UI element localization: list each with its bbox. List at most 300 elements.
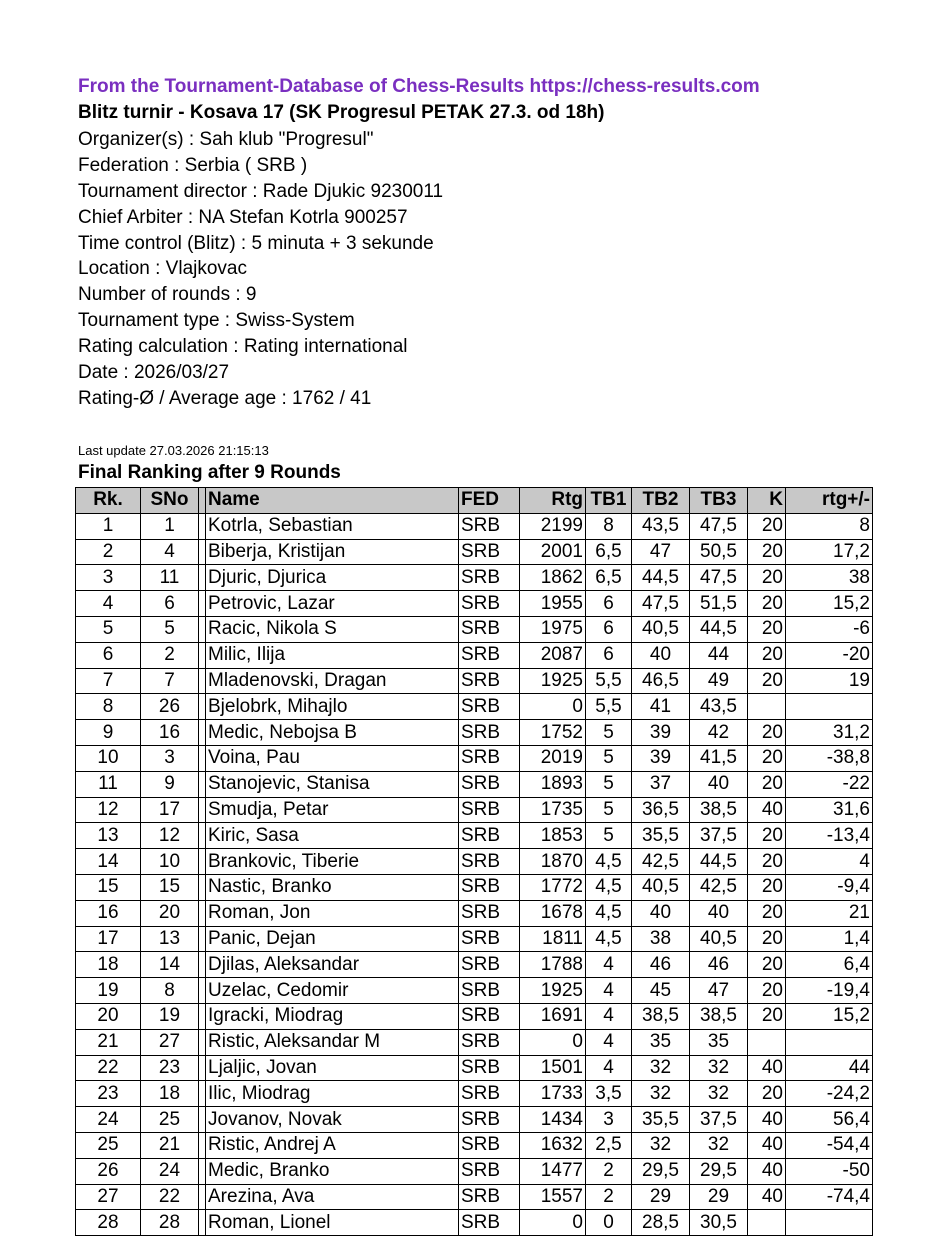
tb1-cell: 0 <box>586 1210 632 1236</box>
spacer-cell <box>199 565 206 591</box>
k-cell: 20 <box>748 591 786 617</box>
table-row <box>76 1003 873 1029</box>
k-cell: 20 <box>748 539 786 565</box>
name-cell: Jovanov, Novak <box>206 1107 459 1133</box>
tb3-cell: 47,5 <box>690 513 748 539</box>
rank-cell: 12 <box>76 797 141 823</box>
table-row <box>76 616 873 642</box>
rank-cell: 3 <box>76 565 141 591</box>
table-header-row <box>76 488 873 514</box>
tb3-cell: 50,5 <box>690 539 748 565</box>
k-cell <box>748 1029 786 1055</box>
spacer-cell <box>199 1132 206 1158</box>
tb2-cell: 35,5 <box>632 1107 690 1133</box>
source-link[interactable]: From the Tournament-Database of Chess-Results https://chess-results.com <box>78 76 760 97</box>
sno-cell: 11 <box>141 565 199 591</box>
rtg-change-cell <box>786 1210 873 1236</box>
table-row <box>76 874 873 900</box>
name-cell: Djilas, Aleksandar <box>206 952 459 978</box>
rtg-cell: 1853 <box>520 823 586 849</box>
rtg-cell: 1862 <box>520 565 586 591</box>
spacer-cell <box>199 874 206 900</box>
fed-cell: SRB <box>459 513 520 539</box>
col-rank: Rk. <box>76 488 141 514</box>
k-cell: 20 <box>748 668 786 694</box>
k-cell: 20 <box>748 642 786 668</box>
table-row <box>76 797 873 823</box>
tb1-cell: 8 <box>586 513 632 539</box>
tb3-cell: 37,5 <box>690 1107 748 1133</box>
sno-cell: 3 <box>141 745 199 771</box>
tb3-cell: 35 <box>690 1029 748 1055</box>
tb1-cell: 2 <box>586 1184 632 1210</box>
rank-cell: 7 <box>76 668 141 694</box>
tb1-cell: 5,5 <box>586 694 632 720</box>
table-row <box>76 539 873 565</box>
rtg-cell: 1811 <box>520 926 586 952</box>
tb1-cell: 3 <box>586 1107 632 1133</box>
tb1-cell: 6 <box>586 616 632 642</box>
rtg-change-cell <box>786 1029 873 1055</box>
rtg-change-cell: 8 <box>786 513 873 539</box>
sno-cell: 17 <box>141 797 199 823</box>
fed-cell: SRB <box>459 1081 520 1107</box>
k-cell: 20 <box>748 616 786 642</box>
rtg-change-cell: 17,2 <box>786 539 873 565</box>
info-line: Date : 2026/03/27 <box>78 362 230 384</box>
spacer-cell <box>199 797 206 823</box>
spacer-cell <box>199 591 206 617</box>
name-cell: Stanojevic, Stanisa <box>206 771 459 797</box>
table-row <box>76 1107 873 1133</box>
rtg-cell: 1678 <box>520 900 586 926</box>
name-cell: Ristic, Andrej A <box>206 1132 459 1158</box>
tb3-cell: 32 <box>690 1132 748 1158</box>
rtg-change-cell: -50 <box>786 1158 873 1184</box>
rtg-cell: 1788 <box>520 952 586 978</box>
rtg-cell: 2019 <box>520 745 586 771</box>
tb1-cell: 4,5 <box>586 849 632 875</box>
rtg-change-cell: -24,2 <box>786 1081 873 1107</box>
table-row <box>76 1029 873 1055</box>
k-cell: 20 <box>748 952 786 978</box>
fed-cell: SRB <box>459 1003 520 1029</box>
rtg-cell: 1925 <box>520 668 586 694</box>
tournament-info <box>78 127 443 412</box>
sno-cell: 19 <box>141 1003 199 1029</box>
tb2-cell: 37 <box>632 771 690 797</box>
info-line: Rating calculation : Rating international <box>78 336 408 358</box>
table-row <box>76 720 873 746</box>
spacer-cell <box>199 642 206 668</box>
sno-cell: 28 <box>141 1210 199 1236</box>
rtg-change-cell: 21 <box>786 900 873 926</box>
k-cell: 40 <box>748 1132 786 1158</box>
fed-cell: SRB <box>459 642 520 668</box>
table-row <box>76 565 873 591</box>
table-row <box>76 1081 873 1107</box>
tb1-cell: 5 <box>586 720 632 746</box>
tb3-cell: 49 <box>690 668 748 694</box>
tb2-cell: 42,5 <box>632 849 690 875</box>
rank-cell: 15 <box>76 874 141 900</box>
info-line: Chief Arbiter : NA Stefan Kotrla 900257 <box>78 206 408 228</box>
name-cell: Petrovic, Lazar <box>206 591 459 617</box>
rtg-change-cell: -6 <box>786 616 873 642</box>
tb2-cell: 40 <box>632 642 690 668</box>
tb3-cell: 43,5 <box>690 694 748 720</box>
rank-cell: 2 <box>76 539 141 565</box>
k-cell: 40 <box>748 797 786 823</box>
spacer-cell <box>199 926 206 952</box>
tb1-cell: 6 <box>586 642 632 668</box>
spacer-cell <box>199 720 206 746</box>
tb3-cell: 38,5 <box>690 1003 748 1029</box>
spacer-cell <box>199 668 206 694</box>
k-cell: 20 <box>748 1081 786 1107</box>
fed-cell: SRB <box>459 849 520 875</box>
rtg-change-cell: -38,8 <box>786 745 873 771</box>
tb1-cell: 5 <box>586 797 632 823</box>
rtg-cell: 1893 <box>520 771 586 797</box>
spacer-cell <box>199 1210 206 1236</box>
table-row <box>76 694 873 720</box>
name-cell: Smudja, Petar <box>206 797 459 823</box>
sno-cell: 14 <box>141 952 199 978</box>
sno-cell: 21 <box>141 1132 199 1158</box>
col-rtg: Rtg <box>520 488 586 514</box>
tb1-cell: 6 <box>586 591 632 617</box>
tb3-cell: 44 <box>690 642 748 668</box>
col-fed: FED <box>459 488 520 514</box>
tb2-cell: 43,5 <box>632 513 690 539</box>
k-cell: 20 <box>748 926 786 952</box>
info-line: Tournament director : Rade Djukic 9230011 <box>78 180 444 202</box>
rtg-cell: 1752 <box>520 720 586 746</box>
info-line: Tournament type : Swiss-System <box>78 310 355 332</box>
rank-cell: 6 <box>76 642 141 668</box>
table-row <box>76 771 873 797</box>
rank-cell: 14 <box>76 849 141 875</box>
tb1-cell: 3,5 <box>586 1081 632 1107</box>
rtg-change-cell: -19,4 <box>786 978 873 1004</box>
name-cell: Ilic, Miodrag <box>206 1081 459 1107</box>
rank-cell: 1 <box>76 513 141 539</box>
tb1-cell: 4 <box>586 978 632 1004</box>
rank-cell: 28 <box>76 1210 141 1236</box>
table-row <box>76 642 873 668</box>
tb3-cell: 40 <box>690 900 748 926</box>
spacer-cell <box>199 694 206 720</box>
spacer-cell <box>199 1081 206 1107</box>
rtg-change-cell <box>786 694 873 720</box>
table-row <box>76 591 873 617</box>
fed-cell: SRB <box>459 1210 520 1236</box>
tb1-cell: 4 <box>586 1029 632 1055</box>
col-sno: SNo <box>141 488 199 514</box>
tb2-cell: 32 <box>632 1081 690 1107</box>
rank-cell: 22 <box>76 1055 141 1081</box>
tb2-cell: 46,5 <box>632 668 690 694</box>
rtg-cell: 1501 <box>520 1055 586 1081</box>
info-line: Location : Vlajkovac <box>78 258 247 280</box>
ranking-table <box>75 487 873 1236</box>
name-cell: Biberja, Kristijan <box>206 539 459 565</box>
spacer-cell <box>199 900 206 926</box>
spacer-cell <box>199 1158 206 1184</box>
tb2-cell: 41 <box>632 694 690 720</box>
fed-cell: SRB <box>459 745 520 771</box>
rtg-cell: 1434 <box>520 1107 586 1133</box>
name-cell: Uzelac, Cedomir <box>206 978 459 1004</box>
rtg-cell: 1477 <box>520 1158 586 1184</box>
rtg-change-cell: 19 <box>786 668 873 694</box>
tb3-cell: 51,5 <box>690 591 748 617</box>
rtg-cell: 2199 <box>520 513 586 539</box>
table-row <box>76 1055 873 1081</box>
rtg-change-cell: 44 <box>786 1055 873 1081</box>
rtg-cell: 1955 <box>520 591 586 617</box>
info-line: Number of rounds : 9 <box>78 284 257 306</box>
last-update: Last update 27.03.2026 21:15:13 <box>78 443 269 458</box>
fed-cell: SRB <box>459 694 520 720</box>
sno-cell: 26 <box>141 694 199 720</box>
rank-cell: 19 <box>76 978 141 1004</box>
info-line: Federation : Serbia ( SRB ) <box>78 154 308 176</box>
table-row <box>76 900 873 926</box>
name-cell: Ljaljic, Jovan <box>206 1055 459 1081</box>
tb2-cell: 46 <box>632 952 690 978</box>
table-row <box>76 1158 873 1184</box>
fed-cell: SRB <box>459 874 520 900</box>
tb3-cell: 29,5 <box>690 1158 748 1184</box>
tb3-cell: 40 <box>690 771 748 797</box>
fed-cell: SRB <box>459 771 520 797</box>
tb2-cell: 39 <box>632 720 690 746</box>
table-row <box>76 1184 873 1210</box>
fed-cell: SRB <box>459 1184 520 1210</box>
sno-cell: 10 <box>141 849 199 875</box>
k-cell <box>748 1210 786 1236</box>
fed-cell: SRB <box>459 900 520 926</box>
sno-cell: 15 <box>141 874 199 900</box>
tb2-cell: 44,5 <box>632 565 690 591</box>
sno-cell: 20 <box>141 900 199 926</box>
sno-cell: 13 <box>141 926 199 952</box>
col-name: Name <box>206 488 459 514</box>
rtg-cell: 1733 <box>520 1081 586 1107</box>
fed-cell: SRB <box>459 797 520 823</box>
k-cell: 20 <box>748 849 786 875</box>
rank-cell: 18 <box>76 952 141 978</box>
sno-cell: 9 <box>141 771 199 797</box>
spacer-cell <box>199 513 206 539</box>
fed-cell: SRB <box>459 823 520 849</box>
fed-cell: SRB <box>459 952 520 978</box>
rtg-cell: 1975 <box>520 616 586 642</box>
fed-cell: SRB <box>459 591 520 617</box>
rank-cell: 11 <box>76 771 141 797</box>
rtg-cell: 1772 <box>520 874 586 900</box>
rank-cell: 24 <box>76 1107 141 1133</box>
tb2-cell: 29 <box>632 1184 690 1210</box>
rtg-cell: 2001 <box>520 539 586 565</box>
spacer-cell <box>199 771 206 797</box>
tb2-cell: 47,5 <box>632 591 690 617</box>
sno-cell: 18 <box>141 1081 199 1107</box>
rtg-change-cell: -20 <box>786 642 873 668</box>
rank-cell: 16 <box>76 900 141 926</box>
rtg-change-cell: 38 <box>786 565 873 591</box>
tb3-cell: 42,5 <box>690 874 748 900</box>
rtg-change-cell: -9,4 <box>786 874 873 900</box>
spacer-cell <box>199 823 206 849</box>
tb3-cell: 41,5 <box>690 745 748 771</box>
name-cell: Mladenovski, Dragan <box>206 668 459 694</box>
tb1-cell: 4,5 <box>586 926 632 952</box>
spacer-cell <box>199 952 206 978</box>
rank-cell: 8 <box>76 694 141 720</box>
rank-cell: 23 <box>76 1081 141 1107</box>
tb3-cell: 44,5 <box>690 616 748 642</box>
tb1-cell: 4 <box>586 1055 632 1081</box>
table-row <box>76 1132 873 1158</box>
name-cell: Voina, Pau <box>206 745 459 771</box>
rtg-cell: 1557 <box>520 1184 586 1210</box>
tb3-cell: 46 <box>690 952 748 978</box>
col-tb2: TB2 <box>632 488 690 514</box>
rtg-cell: 1870 <box>520 849 586 875</box>
k-cell: 40 <box>748 1184 786 1210</box>
tb1-cell: 4 <box>586 952 632 978</box>
rank-cell: 20 <box>76 1003 141 1029</box>
fed-cell: SRB <box>459 668 520 694</box>
col-rtg-change: rtg+/- <box>786 488 873 514</box>
k-cell: 40 <box>748 1055 786 1081</box>
name-cell: Igracki, Miodrag <box>206 1003 459 1029</box>
col-spacer <box>199 488 206 514</box>
sno-cell: 7 <box>141 668 199 694</box>
rank-cell: 17 <box>76 926 141 952</box>
name-cell: Milic, Ilija <box>206 642 459 668</box>
info-line: Organizer(s) : Sah klub "Progresul" <box>78 129 374 150</box>
name-cell: Panic, Dejan <box>206 926 459 952</box>
k-cell <box>748 694 786 720</box>
rtg-cell: 2087 <box>520 642 586 668</box>
tb2-cell: 40,5 <box>632 874 690 900</box>
tb3-cell: 30,5 <box>690 1210 748 1236</box>
tb2-cell: 35 <box>632 1029 690 1055</box>
tb2-cell: 38,5 <box>632 1003 690 1029</box>
tb1-cell: 4,5 <box>586 900 632 926</box>
name-cell: Roman, Lionel <box>206 1210 459 1236</box>
rtg-change-cell: -22 <box>786 771 873 797</box>
rank-cell: 26 <box>76 1158 141 1184</box>
rtg-cell: 0 <box>520 694 586 720</box>
spacer-cell <box>199 1184 206 1210</box>
table-row <box>76 745 873 771</box>
name-cell: Medic, Branko <box>206 1158 459 1184</box>
tb3-cell: 29 <box>690 1184 748 1210</box>
tb3-cell: 40,5 <box>690 926 748 952</box>
tb3-cell: 32 <box>690 1081 748 1107</box>
name-cell: Medic, Nebojsa B <box>206 720 459 746</box>
name-cell: Brankovic, Tiberie <box>206 849 459 875</box>
spacer-cell <box>199 539 206 565</box>
tb1-cell: 5 <box>586 771 632 797</box>
sno-cell: 24 <box>141 1158 199 1184</box>
name-cell: Racic, Nikola S <box>206 616 459 642</box>
rank-cell: 5 <box>76 616 141 642</box>
fed-cell: SRB <box>459 720 520 746</box>
tb3-cell: 38,5 <box>690 797 748 823</box>
fed-cell: SRB <box>459 1107 520 1133</box>
sno-cell: 4 <box>141 539 199 565</box>
rank-cell: 27 <box>76 1184 141 1210</box>
tb2-cell: 29,5 <box>632 1158 690 1184</box>
rtg-change-cell: -54,4 <box>786 1132 873 1158</box>
table-row <box>76 668 873 694</box>
rtg-change-cell: 15,2 <box>786 591 873 617</box>
spacer-cell <box>199 616 206 642</box>
table-row <box>76 952 873 978</box>
name-cell: Roman, Jon <box>206 900 459 926</box>
tb1-cell: 6,5 <box>586 565 632 591</box>
tournament-title: Blitz turnir - Kosava 17 (SK Progresul PETAK 27.3. od 18h) <box>78 102 605 123</box>
rtg-change-cell: 6,4 <box>786 952 873 978</box>
tb1-cell: 6,5 <box>586 539 632 565</box>
tb2-cell: 45 <box>632 978 690 1004</box>
tb1-cell: 5,5 <box>586 668 632 694</box>
tb2-cell: 38 <box>632 926 690 952</box>
rtg-change-cell: 31,6 <box>786 797 873 823</box>
k-cell: 20 <box>748 900 786 926</box>
k-cell: 20 <box>748 513 786 539</box>
name-cell: Nastic, Branko <box>206 874 459 900</box>
k-cell: 40 <box>748 1158 786 1184</box>
rtg-cell: 1735 <box>520 797 586 823</box>
tb2-cell: 40 <box>632 900 690 926</box>
sno-cell: 2 <box>141 642 199 668</box>
sno-cell: 6 <box>141 591 199 617</box>
sno-cell: 22 <box>141 1184 199 1210</box>
tb1-cell: 5 <box>586 745 632 771</box>
table-row <box>76 926 873 952</box>
sno-cell: 5 <box>141 616 199 642</box>
tb1-cell: 4,5 <box>586 874 632 900</box>
rtg-cell: 0 <box>520 1029 586 1055</box>
rank-cell: 10 <box>76 745 141 771</box>
name-cell: Arezina, Ava <box>206 1184 459 1210</box>
rtg-change-cell: 31,2 <box>786 720 873 746</box>
spacer-cell <box>199 1107 206 1133</box>
rtg-change-cell: 56,4 <box>786 1107 873 1133</box>
k-cell: 20 <box>748 874 786 900</box>
spacer-cell <box>199 849 206 875</box>
k-cell: 20 <box>748 823 786 849</box>
k-cell: 20 <box>748 720 786 746</box>
name-cell: Ristic, Aleksandar M <box>206 1029 459 1055</box>
col-k: K <box>748 488 786 514</box>
tb1-cell: 2,5 <box>586 1132 632 1158</box>
tb3-cell: 47,5 <box>690 565 748 591</box>
k-cell: 20 <box>748 771 786 797</box>
tb2-cell: 28,5 <box>632 1210 690 1236</box>
rank-cell: 4 <box>76 591 141 617</box>
sno-cell: 25 <box>141 1107 199 1133</box>
tb3-cell: 44,5 <box>690 849 748 875</box>
fed-cell: SRB <box>459 978 520 1004</box>
